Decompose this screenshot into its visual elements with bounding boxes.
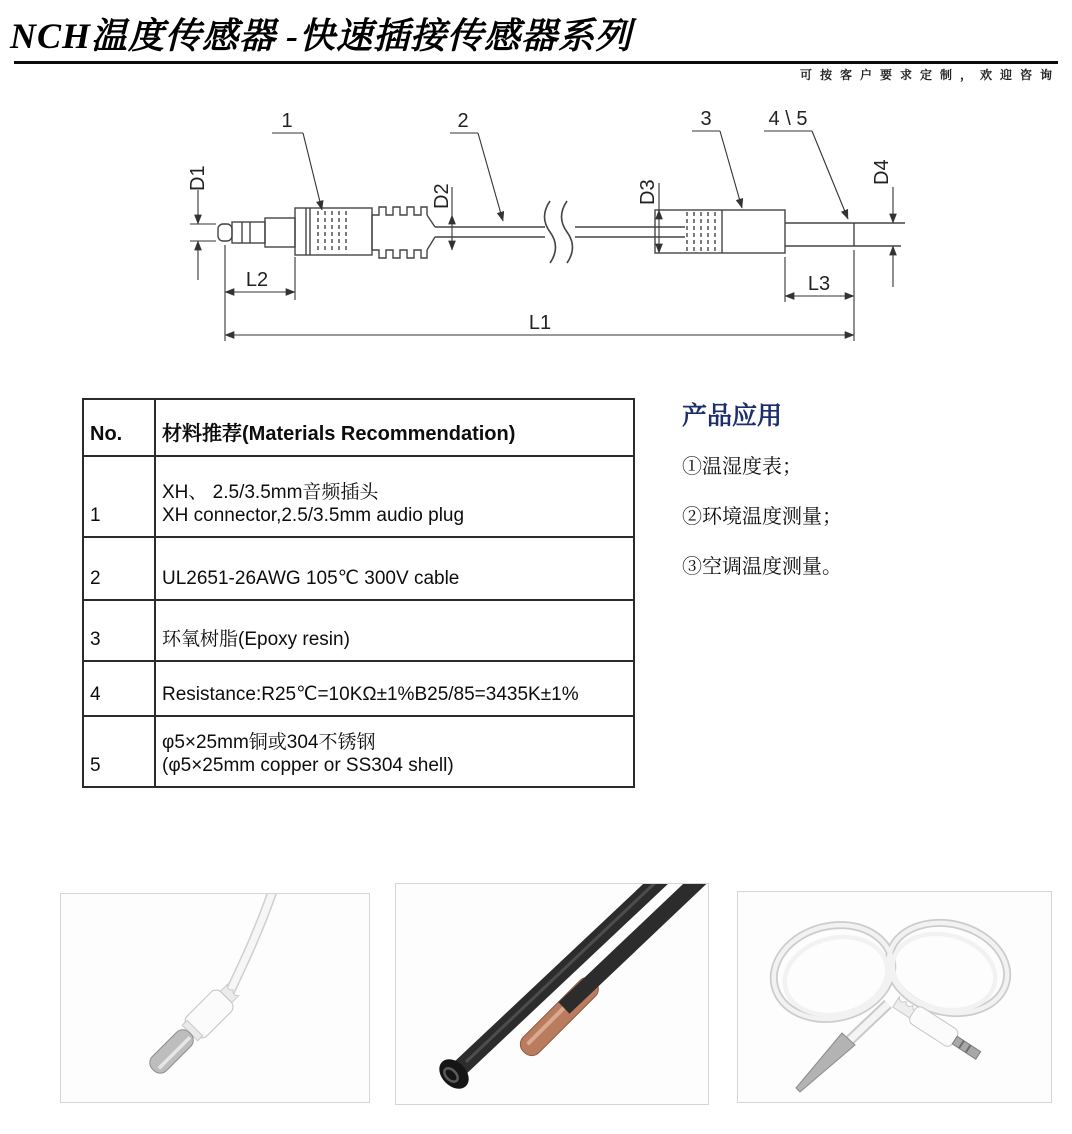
material-line-2: XH connector,2.5/3.5mm audio plug <box>162 505 465 527</box>
row-no: 2 <box>83 537 155 600</box>
header-no: No. <box>83 399 155 456</box>
applications-section <box>682 396 1062 578</box>
application-item-2: ②环境温度测量； <box>682 506 842 528</box>
dim-label-d3: D3 <box>637 179 659 205</box>
row-no: 4 <box>83 661 155 716</box>
title-divider <box>14 61 1058 64</box>
material-line-2: (φ5×25mm copper or SS304 shell) <box>162 755 454 777</box>
dim-label-d1: D1 <box>187 165 209 191</box>
customization-note: 可按客户要求定制，欢迎咨询 <box>799 68 1060 82</box>
row-no: 5 <box>83 716 155 787</box>
table-row <box>83 600 634 661</box>
application-item-3: ③空调温度测量。 <box>682 556 842 578</box>
material-line-1: XH、 2.5/3.5mm音频插头 <box>162 481 379 503</box>
row-no: 3 <box>83 600 155 661</box>
table-row <box>83 716 634 787</box>
header-material: 材料推荐(Materials Recommendation) <box>155 399 634 456</box>
material-line-1: φ5×25mm铜或304不锈钢 <box>162 731 376 753</box>
row-no: 1 <box>83 456 155 537</box>
dim-label-l2: L2 <box>245 269 269 291</box>
copper-probe-photo-sketch <box>396 884 708 1104</box>
page-title: NCH温度传感器 -快速插接传感器系列 <box>10 16 633 56</box>
row-material: 环氧树脂(Epoxy resin) <box>155 600 634 661</box>
callout-3: 3 <box>700 108 712 130</box>
white-probe-photo-sketch <box>61 894 369 1102</box>
row-material: Resistance:R25℃=10KΩ±1%B25/85=3435K±1% <box>155 661 634 716</box>
materials-table <box>82 398 635 788</box>
row-material <box>155 456 634 537</box>
callout-4-5: 4 \ 5 <box>768 108 808 130</box>
table-row <box>83 537 634 600</box>
callout-1: 1 <box>281 110 293 132</box>
dim-label-l1: L1 <box>528 312 552 334</box>
row-material: UL2651-26AWG 105℃ 300V cable <box>155 537 634 600</box>
table-row <box>83 456 634 537</box>
sensor-dimension-diagram <box>160 95 1072 350</box>
row-material <box>155 716 634 787</box>
table-header-row <box>83 399 634 456</box>
plug-outline <box>218 201 905 263</box>
product-photo-coiled-cable <box>737 891 1052 1103</box>
product-photo-copper-epoxy-probe <box>395 883 709 1105</box>
callout-2: 2 <box>457 110 469 132</box>
application-item-1: ①温湿度表； <box>682 456 802 478</box>
applications-title: 产品应用 <box>682 402 783 430</box>
product-photo-white-probe <box>60 893 370 1103</box>
dim-label-l3: L3 <box>807 273 831 295</box>
dim-label-d4: D4 <box>871 159 893 185</box>
table-row <box>83 661 634 716</box>
dim-label-d2: D2 <box>431 183 453 209</box>
coiled-cable-photo-sketch <box>738 892 1051 1102</box>
